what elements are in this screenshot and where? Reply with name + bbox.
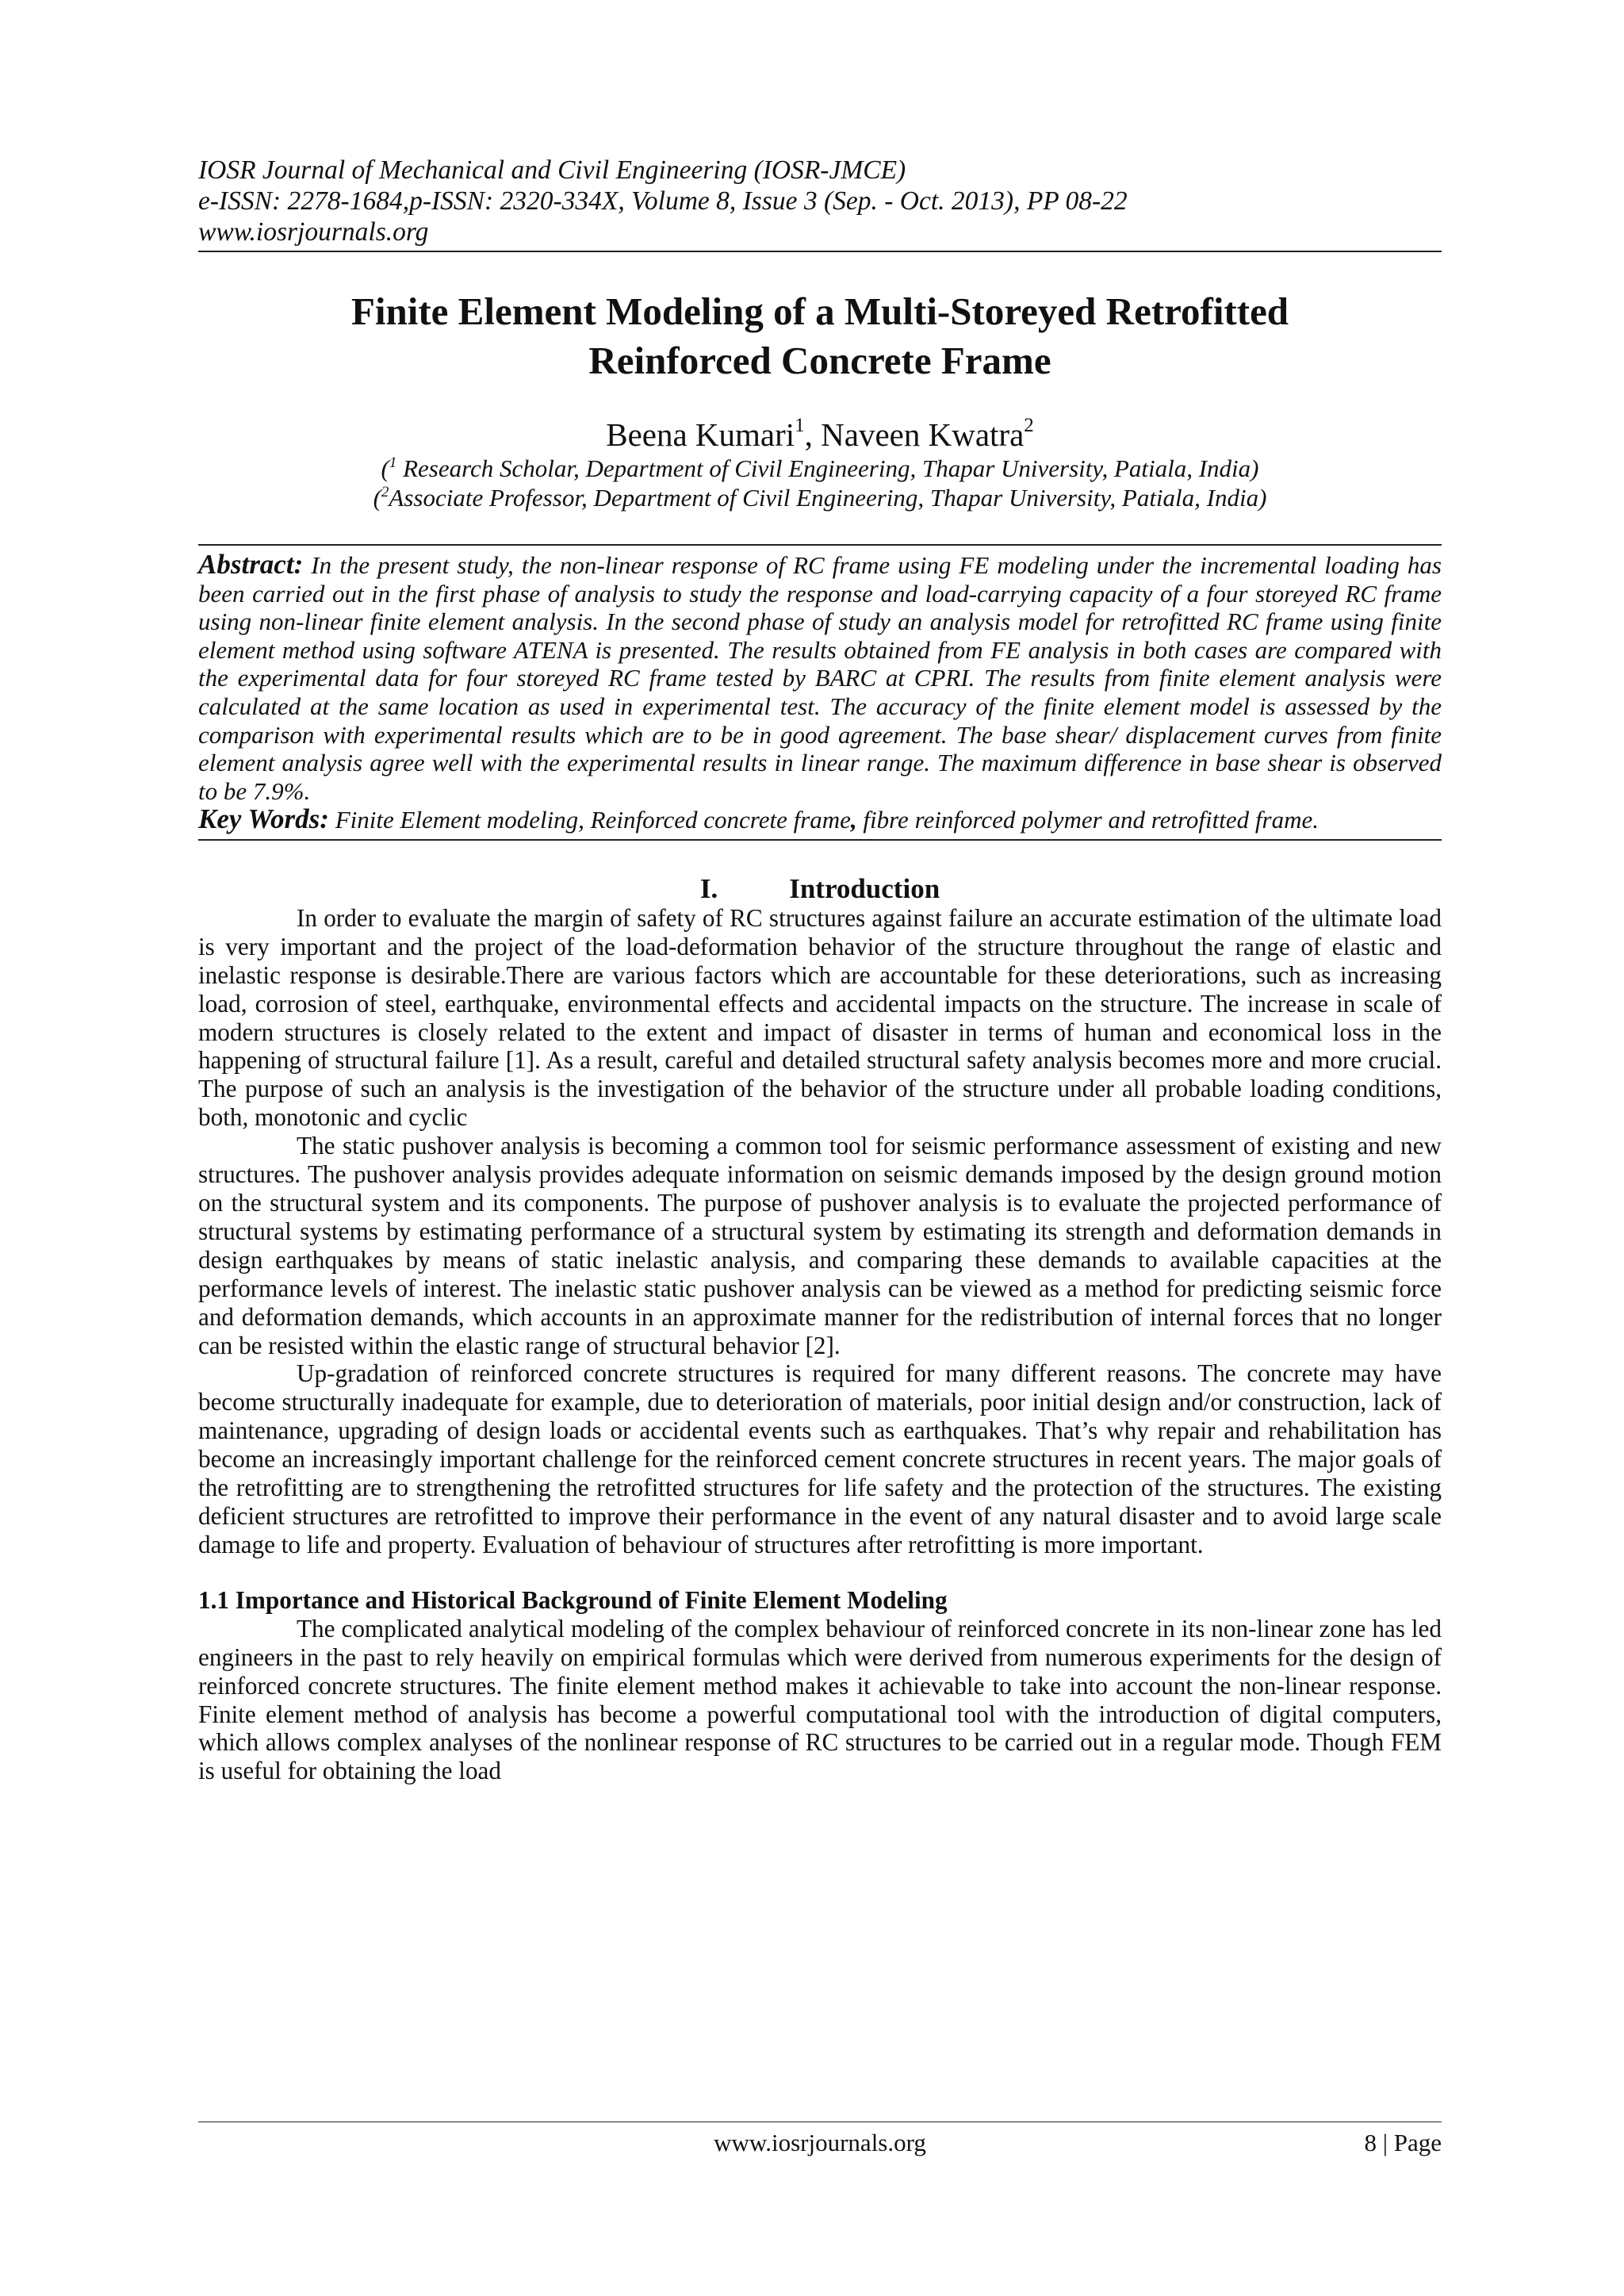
title-line-2: Reinforced Concrete Frame <box>588 339 1051 382</box>
page-footer <box>198 2122 1442 2160</box>
abstract-top-divider <box>198 544 1442 546</box>
subsection-heading: 1.1 Importance and Historical Background of Finite Element Modeling <box>198 1585 948 1614</box>
abstract <box>198 550 1442 805</box>
abstract-bottom-divider <box>198 839 1442 841</box>
affiliation-1 <box>198 454 1442 483</box>
author-1: Beena Kumari <box>606 416 795 453</box>
author-separator: , <box>804 416 822 453</box>
affil-2-paren: ( <box>373 484 381 512</box>
abstract-label: Abstract: <box>198 549 304 580</box>
keywords <box>198 805 1442 834</box>
page-number: 8 | Page <box>1364 2129 1442 2156</box>
section-heading-introduction <box>198 874 1442 904</box>
keywords-text-a: Finite Element modeling, Reinforced concrete frame <box>328 806 851 834</box>
author-2: Naveen Kwatra <box>821 416 1025 453</box>
affil-2-mark: 2 <box>381 484 389 500</box>
section-title: Introduction <box>789 872 940 904</box>
keywords-comma: , <box>850 806 857 834</box>
affil-1-text: Research Scholar, Department of Civil Engineering, Thapar University, Patiala, India) <box>396 454 1259 482</box>
keywords-text-b: fibre reinforced polymer and retrofitted frame. <box>856 806 1319 834</box>
title-line-1: Finite Element Modeling of a Multi-Storeyed Retrofitted <box>350 289 1289 333</box>
affiliation-2 <box>198 483 1442 512</box>
paragraph: In order to evaluate the margin of safety of RC structures against failure an accurate estimation of the ultimate load is very important and the project of the load-deformation behavior of the structure throughout the range of elastic and inelastic response is desirable.There are various factors which are accountable for these deteriorations, such as increasing load, corrosion of steel, earthquake, environmental effects and accidental impacts on the structure. The increase in scale of modern structures is closely related to the extent and impact of disaster in terms of human and economical loss in the happening of structural failure [1]. As a result, careful and detailed structural safety analysis becomes more and more crucial. The purpose of such an analysis is the investigation of the behavior of the structure under all probable loading conditions, both, monotonic and cyclic <box>198 903 1442 1132</box>
subsection-body <box>198 1615 1442 1785</box>
affil-2-text: Associate Professor, Department of Civil Engineering, Thapar University, Patiala, India) <box>389 484 1267 512</box>
journal-website[interactable]: www.iosrjournals.org <box>198 217 429 247</box>
section-number: I. <box>699 872 718 904</box>
paragraph: The complicated analytical modeling of the complex behaviour of reinforced concrete in its non-linear zone has led engineers in the past to rely heavily on empirical formulas which were derived from numerous experiments for the design of reinforced concrete structures. The finite element method makes it achievable to take into account the non-linear response. Finite element method of analysis has become a powerful computational tool with the introduction of digital computers, which allows complex analyses of the nonlinear response of RC structures to be carried out in a regular mode. Though FEM is useful for obtaining the load <box>198 1614 1442 1785</box>
affil-1-mark: 1 <box>389 454 397 471</box>
affil-1-paren: ( <box>381 454 389 482</box>
abstract-text: In the present study, the non-linear response of RC frame using FE modeling under the incremental loading has been carried out in the first phase of analysis to study the response and load-carrying capacity of a four storeyed RC frame using non-linear finite element analysis. In the second phase of study an analysis model for retrofitted RC frame using finite element method using software ATENA is presented. The results obtained from FE analysis in both cases are compared with the experimental data for four storeyed RC frame tested by BARC at CPRI. The results from finite element analysis were calculated at the same location as used in experimental test. The accuracy of the finite element model is assessed by the comparison with experimental results which are to be in good agreement. The base shear/ displacement curves from finite element analysis agree well with the experimental results in linear range. The maximum difference in base shear is observed to be 7.9%. <box>198 551 1442 805</box>
paragraph: The static pushover analysis is becoming a common tool for seismic performance assessment of existing and new structures. The pushover analysis provides adequate information on seismic demands imposed by the design ground motion on the structural system and its components. The purpose of pushover analysis is to evaluate the projected performance of structural systems by estimating performance of a structural system by estimating its strength and deformation demands in design earthquakes by means of static inelastic analysis, and comparing these demands to available capacities at the performance levels of interest. The inelastic static pushover analysis can be viewed as a method for predicting seismic force and deformation demands, which accounts in an approximate manner for the redistribution of internal forces that no longer can be resisted within the elastic range of structural behavior [2]. <box>198 1132 1442 1359</box>
author-1-affil-mark: 1 <box>795 415 805 436</box>
page <box>198 155 1442 1785</box>
journal-name: IOSR Journal of Mechanical and Civil Engineering (IOSR-JMCE) <box>198 155 906 185</box>
header-divider <box>198 251 1442 252</box>
keywords-label: Key Words: <box>198 803 329 835</box>
footer-website[interactable]: www.iosrjournals.org <box>714 2129 926 2156</box>
paragraph: Up-gradation of reinforced concrete structures is required for many different reasons. The concrete may have become structurally inadequate for example, due to deterioration of materials, poor initial design and/or construction, lack of maintenance, upgrading of design loads or accidental events such as earthquakes. That’s why repair and rehabilitation has become an increasingly important challenge for the reinforced cement concrete structures in recent years. The major goals of the retrofitting are to strengthening the retrofitted structures for life safety and the protection of the structures. The existing deficient structures are retrofitted to improve their performance in the event of any natural disaster and to avoid large scale damage to life and property. Evaluation of behaviour of structures after retrofitting is more important. <box>198 1359 1442 1558</box>
journal-header <box>198 155 1442 247</box>
author-2-affil-mark: 2 <box>1024 415 1034 436</box>
introduction-body <box>198 904 1442 1559</box>
paper-title <box>198 287 1442 385</box>
authors <box>198 416 1442 454</box>
journal-issn: e-ISSN: 2278-1684,p-ISSN: 2320-334X, Volume 8, Issue 3 (Sep. - Oct. 2013), PP 08-22 <box>198 186 1128 216</box>
